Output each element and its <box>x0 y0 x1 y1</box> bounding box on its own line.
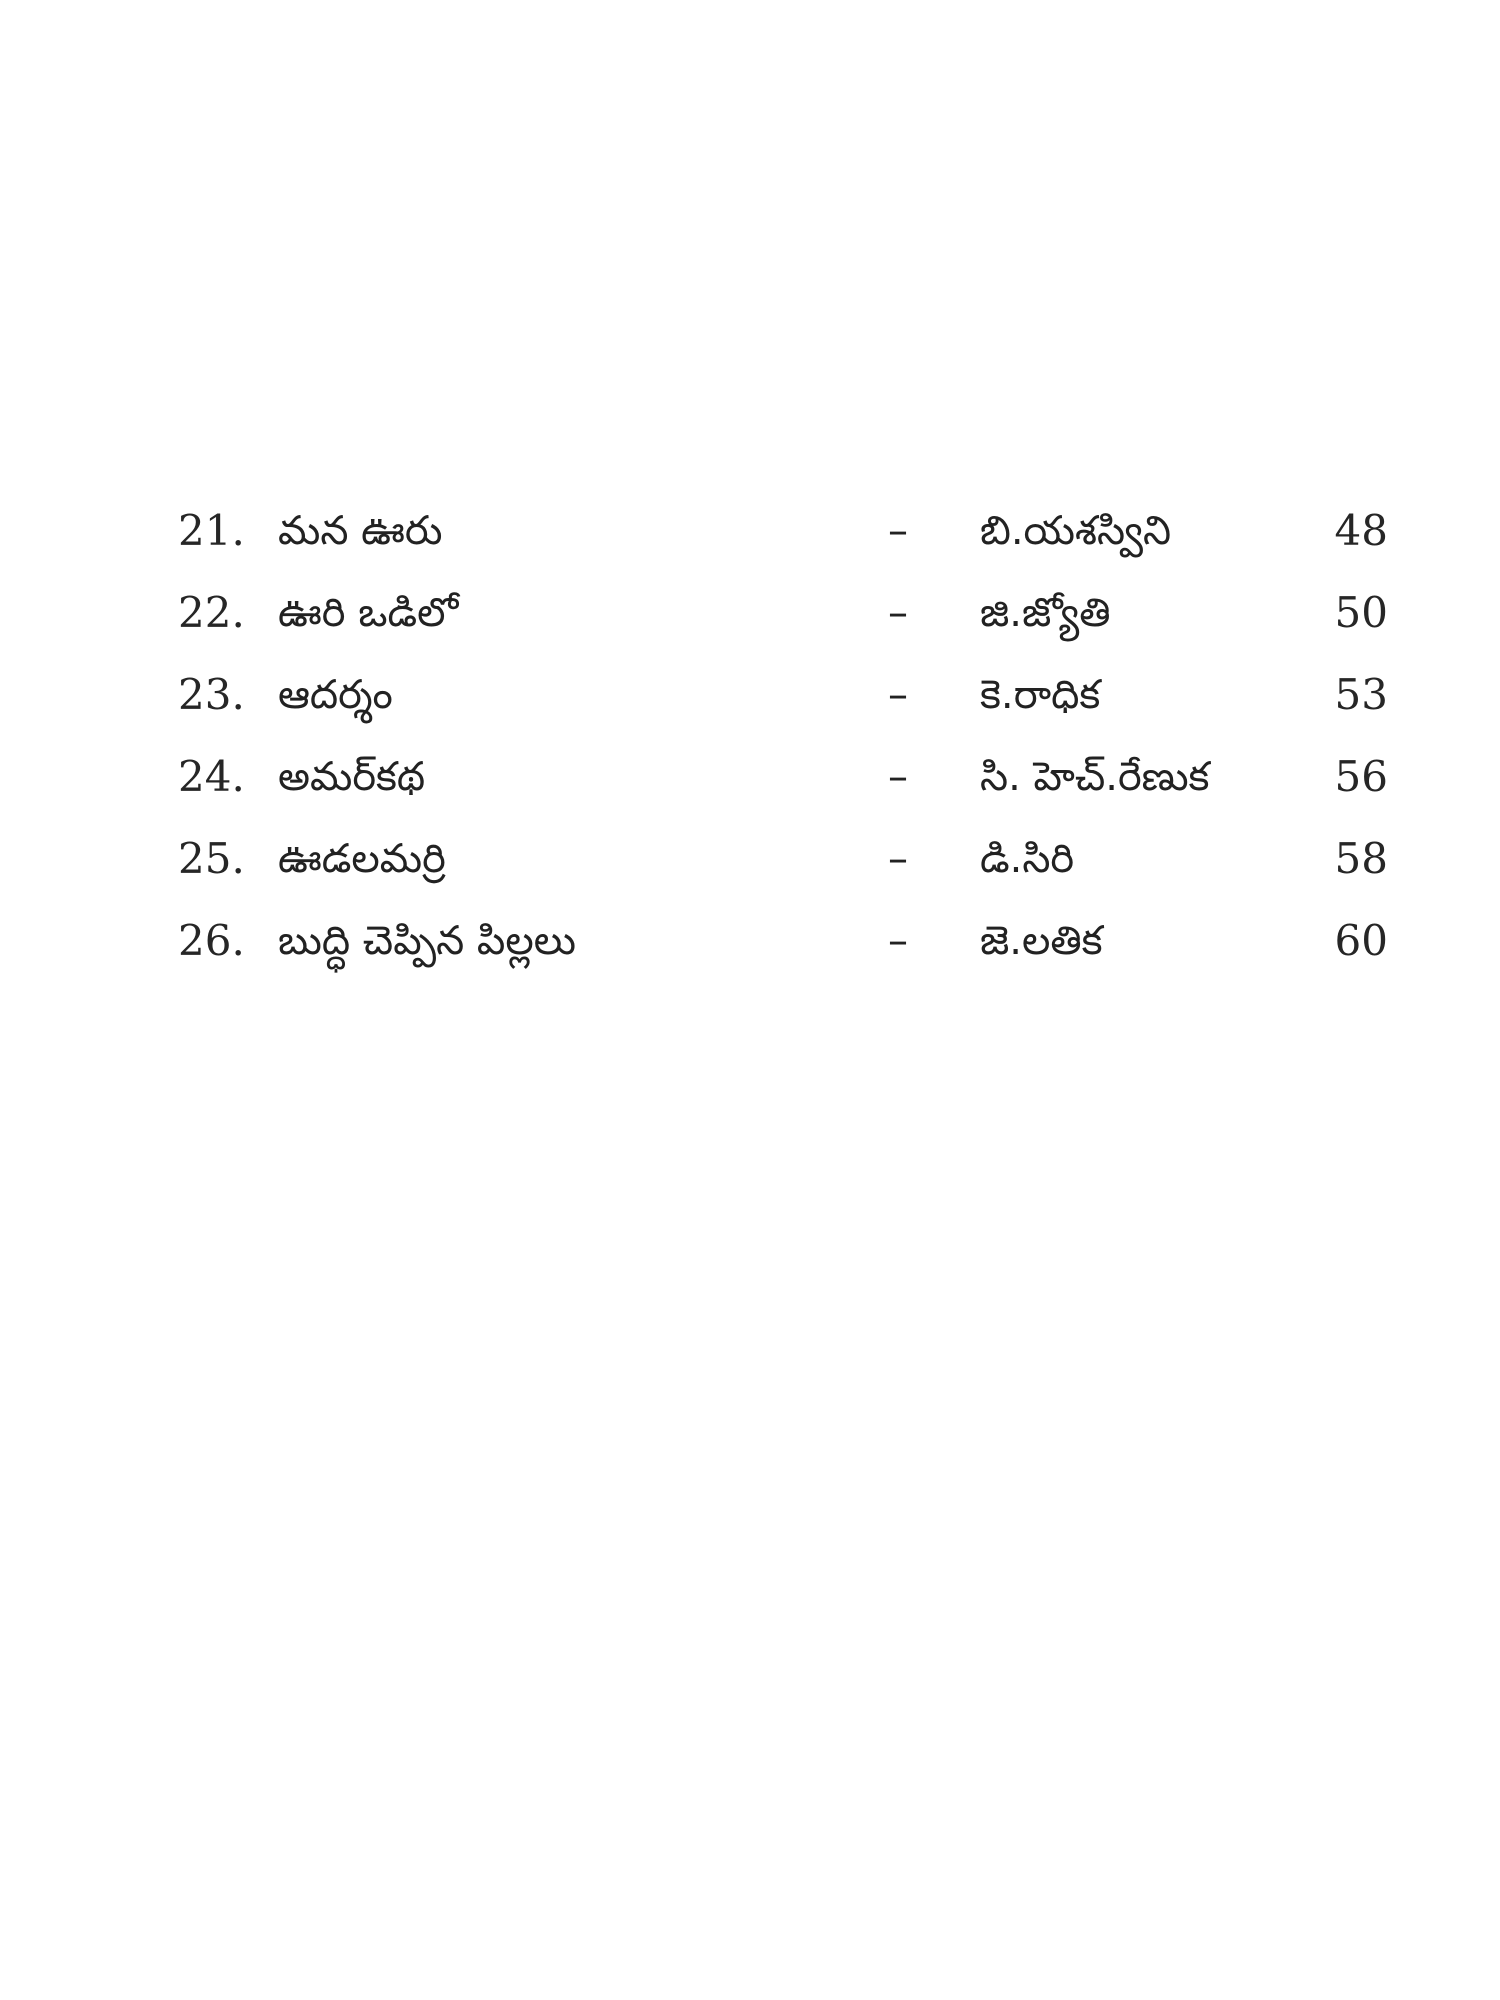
entry-author: కె.రాధిక <box>980 672 1101 718</box>
entry-number: 21. <box>178 506 245 555</box>
entry-page-number: 58 <box>1334 834 1388 883</box>
entry-author: బి.యశస్విని <box>980 508 1172 554</box>
toc-entry <box>0 575 1500 657</box>
entry-number: 23. <box>178 670 245 719</box>
entry-dash: – <box>888 508 908 554</box>
entry-author: జె.లతిక <box>980 918 1103 964</box>
entry-page-number: 50 <box>1334 588 1388 637</box>
entry-dash: – <box>888 918 908 964</box>
table-of-contents <box>0 493 1500 985</box>
entry-author: జి.జ్యోతి <box>980 590 1111 636</box>
toc-entry <box>0 821 1500 903</box>
toc-entry <box>0 657 1500 739</box>
entry-author: సి. హెచ్.రేణుక <box>980 754 1210 800</box>
entry-title: ఊడలమర్రి <box>278 836 446 882</box>
toc-entry <box>0 493 1500 575</box>
entry-title: ఊరి ఒడిలో <box>278 590 459 636</box>
entry-dash: – <box>888 836 908 882</box>
entry-page-number: 48 <box>1334 506 1388 555</box>
toc-entry <box>0 739 1500 821</box>
entry-page-number: 56 <box>1334 752 1388 801</box>
entry-title: బుద్ధి చెప్పిన పిల్లలు <box>278 918 576 964</box>
entry-title: మన ఊరు <box>278 508 443 554</box>
entry-page-number: 60 <box>1334 916 1388 965</box>
entry-page-number: 53 <box>1334 670 1388 719</box>
entry-number: 22. <box>178 588 245 637</box>
entry-title: ఆదర్శం <box>278 672 393 718</box>
entry-dash: – <box>888 672 908 718</box>
entry-title: అమర్‌కథ <box>278 754 426 800</box>
entry-dash: – <box>888 754 908 800</box>
entry-number: 24. <box>178 752 245 801</box>
toc-entry <box>0 903 1500 985</box>
entry-number: 25. <box>178 834 245 883</box>
entry-author: డి.సిరి <box>980 836 1075 882</box>
entry-number: 26. <box>178 916 245 965</box>
entry-dash: – <box>888 590 908 636</box>
